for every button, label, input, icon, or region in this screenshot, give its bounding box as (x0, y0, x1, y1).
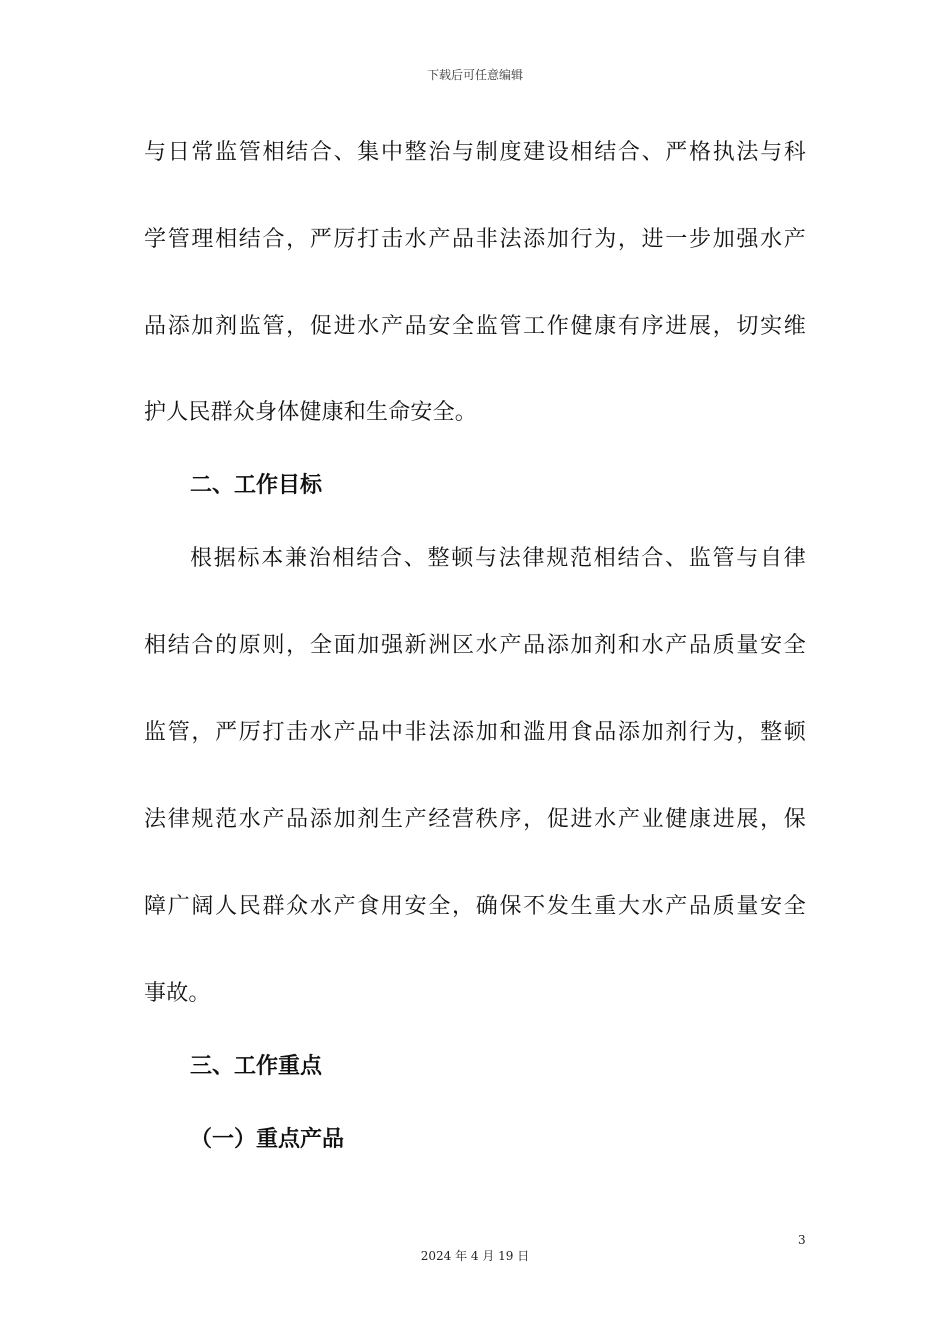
text-line: 相结合的原则，全面加强新洲区水产品添加剂和水产品质量安全 (144, 633, 806, 658)
text-line: 障广阔人民群众水产食用安全，确保不发生重大水产品质量安全 (144, 894, 806, 919)
page-number: 3 (798, 1233, 806, 1247)
text-line: 学管理相结合，严厉打击水产品非法添加行为，进一步加强水产 (144, 227, 806, 252)
text-line: 与日常监管相结合、集中整治与制度建设相结合、严格执法与科 (144, 140, 806, 165)
text-line: 护人民群众身体健康和生命安全。 (144, 400, 478, 425)
header-note: 下载后可任意编辑 (426, 68, 523, 82)
text-line: 事故。 (144, 981, 211, 1006)
footer-date: 2024 年 4 月 19 日 (420, 1249, 530, 1263)
text-line: 监管，严厉打击水产品中非法添加和滥用食品添加剂行为，整顿 (144, 720, 806, 745)
subsection-heading-key-products: （一）重点产品 (190, 1127, 345, 1152)
text-line: 品添加剂监管，促进水产品安全监管工作健康有序进展，切实维 (144, 314, 806, 339)
section-heading-work-focus: 三、工作重点 (190, 1054, 323, 1079)
section-heading-work-goals: 二、工作目标 (190, 473, 323, 498)
text-line: 法律规范水产品添加剂生产经营秩序，促进水产业健康进展，保 (144, 807, 806, 832)
text-line: 根据标本兼治相结合、整顿与法律规范相结合、监管与自律 (190, 546, 806, 571)
